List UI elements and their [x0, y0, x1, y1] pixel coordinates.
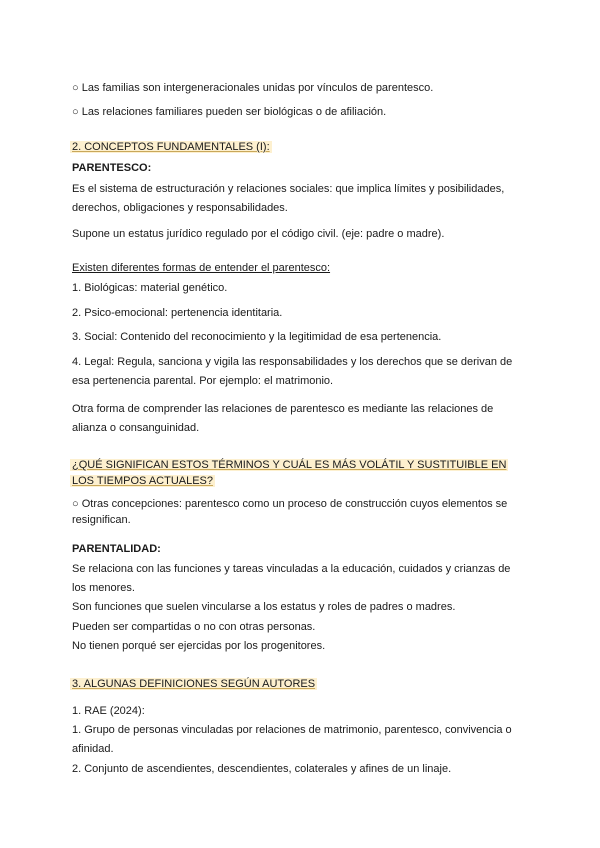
parentalidad-line: Son funciones que suelen vincularse a los estatus y roles de padres o madres. [72, 601, 456, 613]
rae-reference: 1. RAE (2024): [72, 705, 145, 717]
alianza-line-2: alianza o consanguinidad. [72, 422, 200, 434]
form-item: 2. Psico-emocional: pertenencia identitaria. [72, 307, 283, 319]
rae-definition-continuation: afinidad. [72, 743, 114, 755]
parentesco-status: Supone un estatus jurídico regulado por el código civil. (eje: padre o madre). [72, 228, 445, 240]
form-item: 3. Social: Contenido del reconocimiento y la legitimidad de esa pertenencia. [72, 331, 442, 343]
question-line-1 [72, 459, 508, 472]
form-item-continuation: esa pertenencia parental. Por ejemplo: el matrimonio. [72, 375, 334, 387]
parentalidad-label: PARENTALIDAD: [72, 543, 161, 555]
form-item: 1. Biológicas: material genético. [72, 282, 228, 294]
question-line-2 [72, 475, 215, 488]
bullet-intergeneracionales: ○ Las familias son intergeneracionales unidas por vínculos de parentesco. [72, 82, 434, 94]
question-line-2-text: LOS TIEMPOS ACTUALES? [72, 475, 214, 487]
parentalidad-line: Se relaciona con las funciones y tareas vinculadas a la educación, cuidados y crianzas de [72, 563, 511, 575]
parentesco-definition-line-1: Es el sistema de estructuración y relaciones sociales: que implica límites y posibilidades, [72, 183, 505, 195]
section-2-heading [72, 141, 272, 154]
parentalidad-line: los menores. [72, 582, 135, 594]
forms-heading: Existen diferentes formas de entender el parentesco: [72, 262, 331, 274]
otras-concepciones-line-2: resignifican. [72, 514, 131, 526]
alianza-line-1: Otra forma de comprender las relaciones de parentesco es mediante las relaciones de [72, 403, 494, 415]
rae-definition: 1. Grupo de personas vinculadas por relaciones de matrimonio, parentesco, convivencia o [72, 724, 512, 736]
rae-definition: 2. Conjunto de ascendientes, descendientes, colaterales y afines de un linaje. [72, 763, 452, 775]
otras-concepciones-line-1: ○ Otras concepciones: parentesco como un proceso de construcción cuyos elementos se [72, 498, 508, 510]
section-2-heading-text: 2. CONCEPTOS FUNDAMENTALES (I): [72, 141, 270, 153]
form-item: 4. Legal: Regula, sanciona y vigila las responsabilidades y los derechos que se derivan de [72, 356, 513, 368]
parentesco-label: PARENTESCO: [72, 162, 152, 174]
parentalidad-line: Pueden ser compartidas o no con otras personas. [72, 621, 316, 633]
parentalidad-line: No tienen porqué ser ejercidas por los progenitores. [72, 640, 326, 652]
section-3-heading [72, 678, 317, 691]
parentesco-definition-line-2: derechos, obligaciones y responsabilidades. [72, 202, 288, 214]
bullet-relaciones-familiares: ○ Las relaciones familiares pueden ser biológicas o de afiliación. [72, 106, 387, 118]
question-line-1-text: ¿QUÉ SIGNIFICAN ESTOS TÉRMINOS Y CUÁL ES MÁS VOLÁTIL Y SUSTITUIBLE EN [72, 459, 507, 471]
section-3-heading-text: 3. ALGUNAS DEFINICIONES SEGÚN AUTORES [72, 678, 316, 690]
